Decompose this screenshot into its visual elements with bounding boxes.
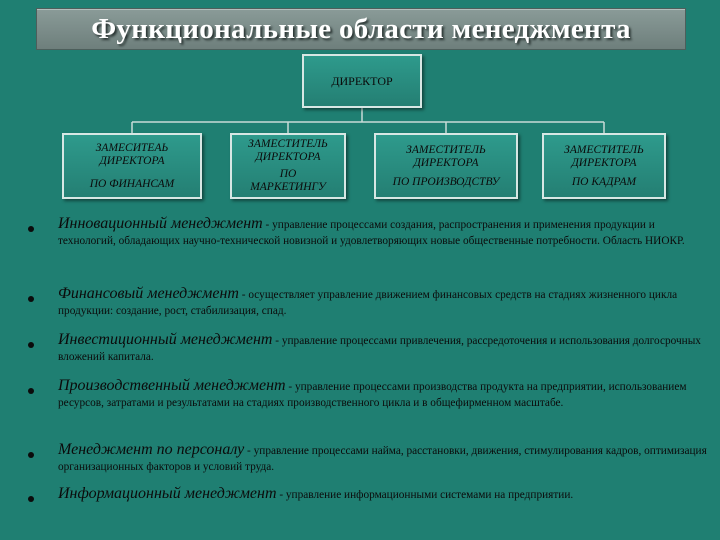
deputy-marketing-box bbox=[230, 133, 346, 199]
deputy-finance-box bbox=[62, 133, 202, 199]
item-heading: Инновационный менеджмент bbox=[58, 215, 263, 232]
bullet-icon bbox=[28, 342, 34, 348]
bullet-icon bbox=[28, 226, 34, 232]
item-description: - управление процессами создания, распространения и применения продукции и технологий, обладающих научно-технической новизной и удовлетворяющих новые общественные потребности. Область НИОКР. bbox=[58, 219, 685, 247]
bullet-icon bbox=[28, 452, 34, 458]
deputy-finance-line1: ЗАМЕСИТЕАЬ bbox=[95, 141, 169, 154]
director-label: ДИРЕКТОР bbox=[331, 73, 393, 88]
deputy-finance-area: ПО ФИНАНСАМ bbox=[89, 177, 175, 190]
deputy-marketing-line1: ЗАМЕСТИТЕЛЬ bbox=[248, 138, 328, 150]
deputy-finance-line2: ДИРЕКТОРА bbox=[99, 154, 165, 167]
bullet-icon bbox=[28, 388, 34, 394]
deputy-marketing-line2: ДИРЕКТОРА bbox=[255, 151, 321, 163]
bullet-icon bbox=[28, 296, 34, 302]
item-heading: Финансовый менеджмент bbox=[58, 285, 239, 302]
deputy-hr-area: ПО КАДРАМ bbox=[571, 175, 637, 188]
item-heading: Информационный менеджмент bbox=[58, 485, 277, 502]
deputy-hr-line2: ДИРЕКТОРА bbox=[571, 156, 637, 169]
item-heading: Менеджмент по персоналу bbox=[58, 441, 245, 458]
item-description: - управление информационными системами на предприятии. bbox=[276, 489, 574, 501]
deputy-marketing-area: ПО МАРКЕТИНГУ bbox=[250, 168, 326, 193]
item-description: - осуществляет управление движением финансовых средств на стадиях жизненного цикла продукции: создание, рост, стабилизация, спад. bbox=[58, 289, 678, 317]
item-heading: Производственный менеджмент bbox=[58, 377, 286, 394]
deputy-production-box bbox=[374, 133, 518, 199]
deputy-production-line1: ЗАМЕСТИТЕЛЬ bbox=[406, 143, 486, 156]
item-description: - управление процессами производства продукта на предприятии, использованием ресурсов, затратами и результатами на стадиях производственного цикла и в общефирменном масштабе. bbox=[58, 381, 687, 409]
director-box bbox=[302, 54, 422, 108]
deputy-hr-line1: ЗАМЕСТИТЕЛЬ bbox=[564, 143, 644, 156]
bullet-icon bbox=[28, 496, 34, 502]
item-description: - управление процессами привлечения, рассредоточения и использования долгосрочных вложений капитала. bbox=[58, 335, 701, 363]
item-description: - управление процессами найма, расстановки, движения, стимулирования кадров, оптимизация организационных факторов и условий труда. bbox=[58, 445, 707, 473]
deputy-production-line2: ДИРЕКТОРА bbox=[413, 156, 479, 169]
item-heading: Инвестиционный менеджмент bbox=[58, 331, 273, 348]
deputy-production-area: ПО ПРОИЗВОДСТВУ bbox=[392, 175, 500, 188]
slide-title: Функциональные области менеджмента bbox=[36, 8, 686, 50]
deputy-hr-box bbox=[542, 133, 666, 199]
